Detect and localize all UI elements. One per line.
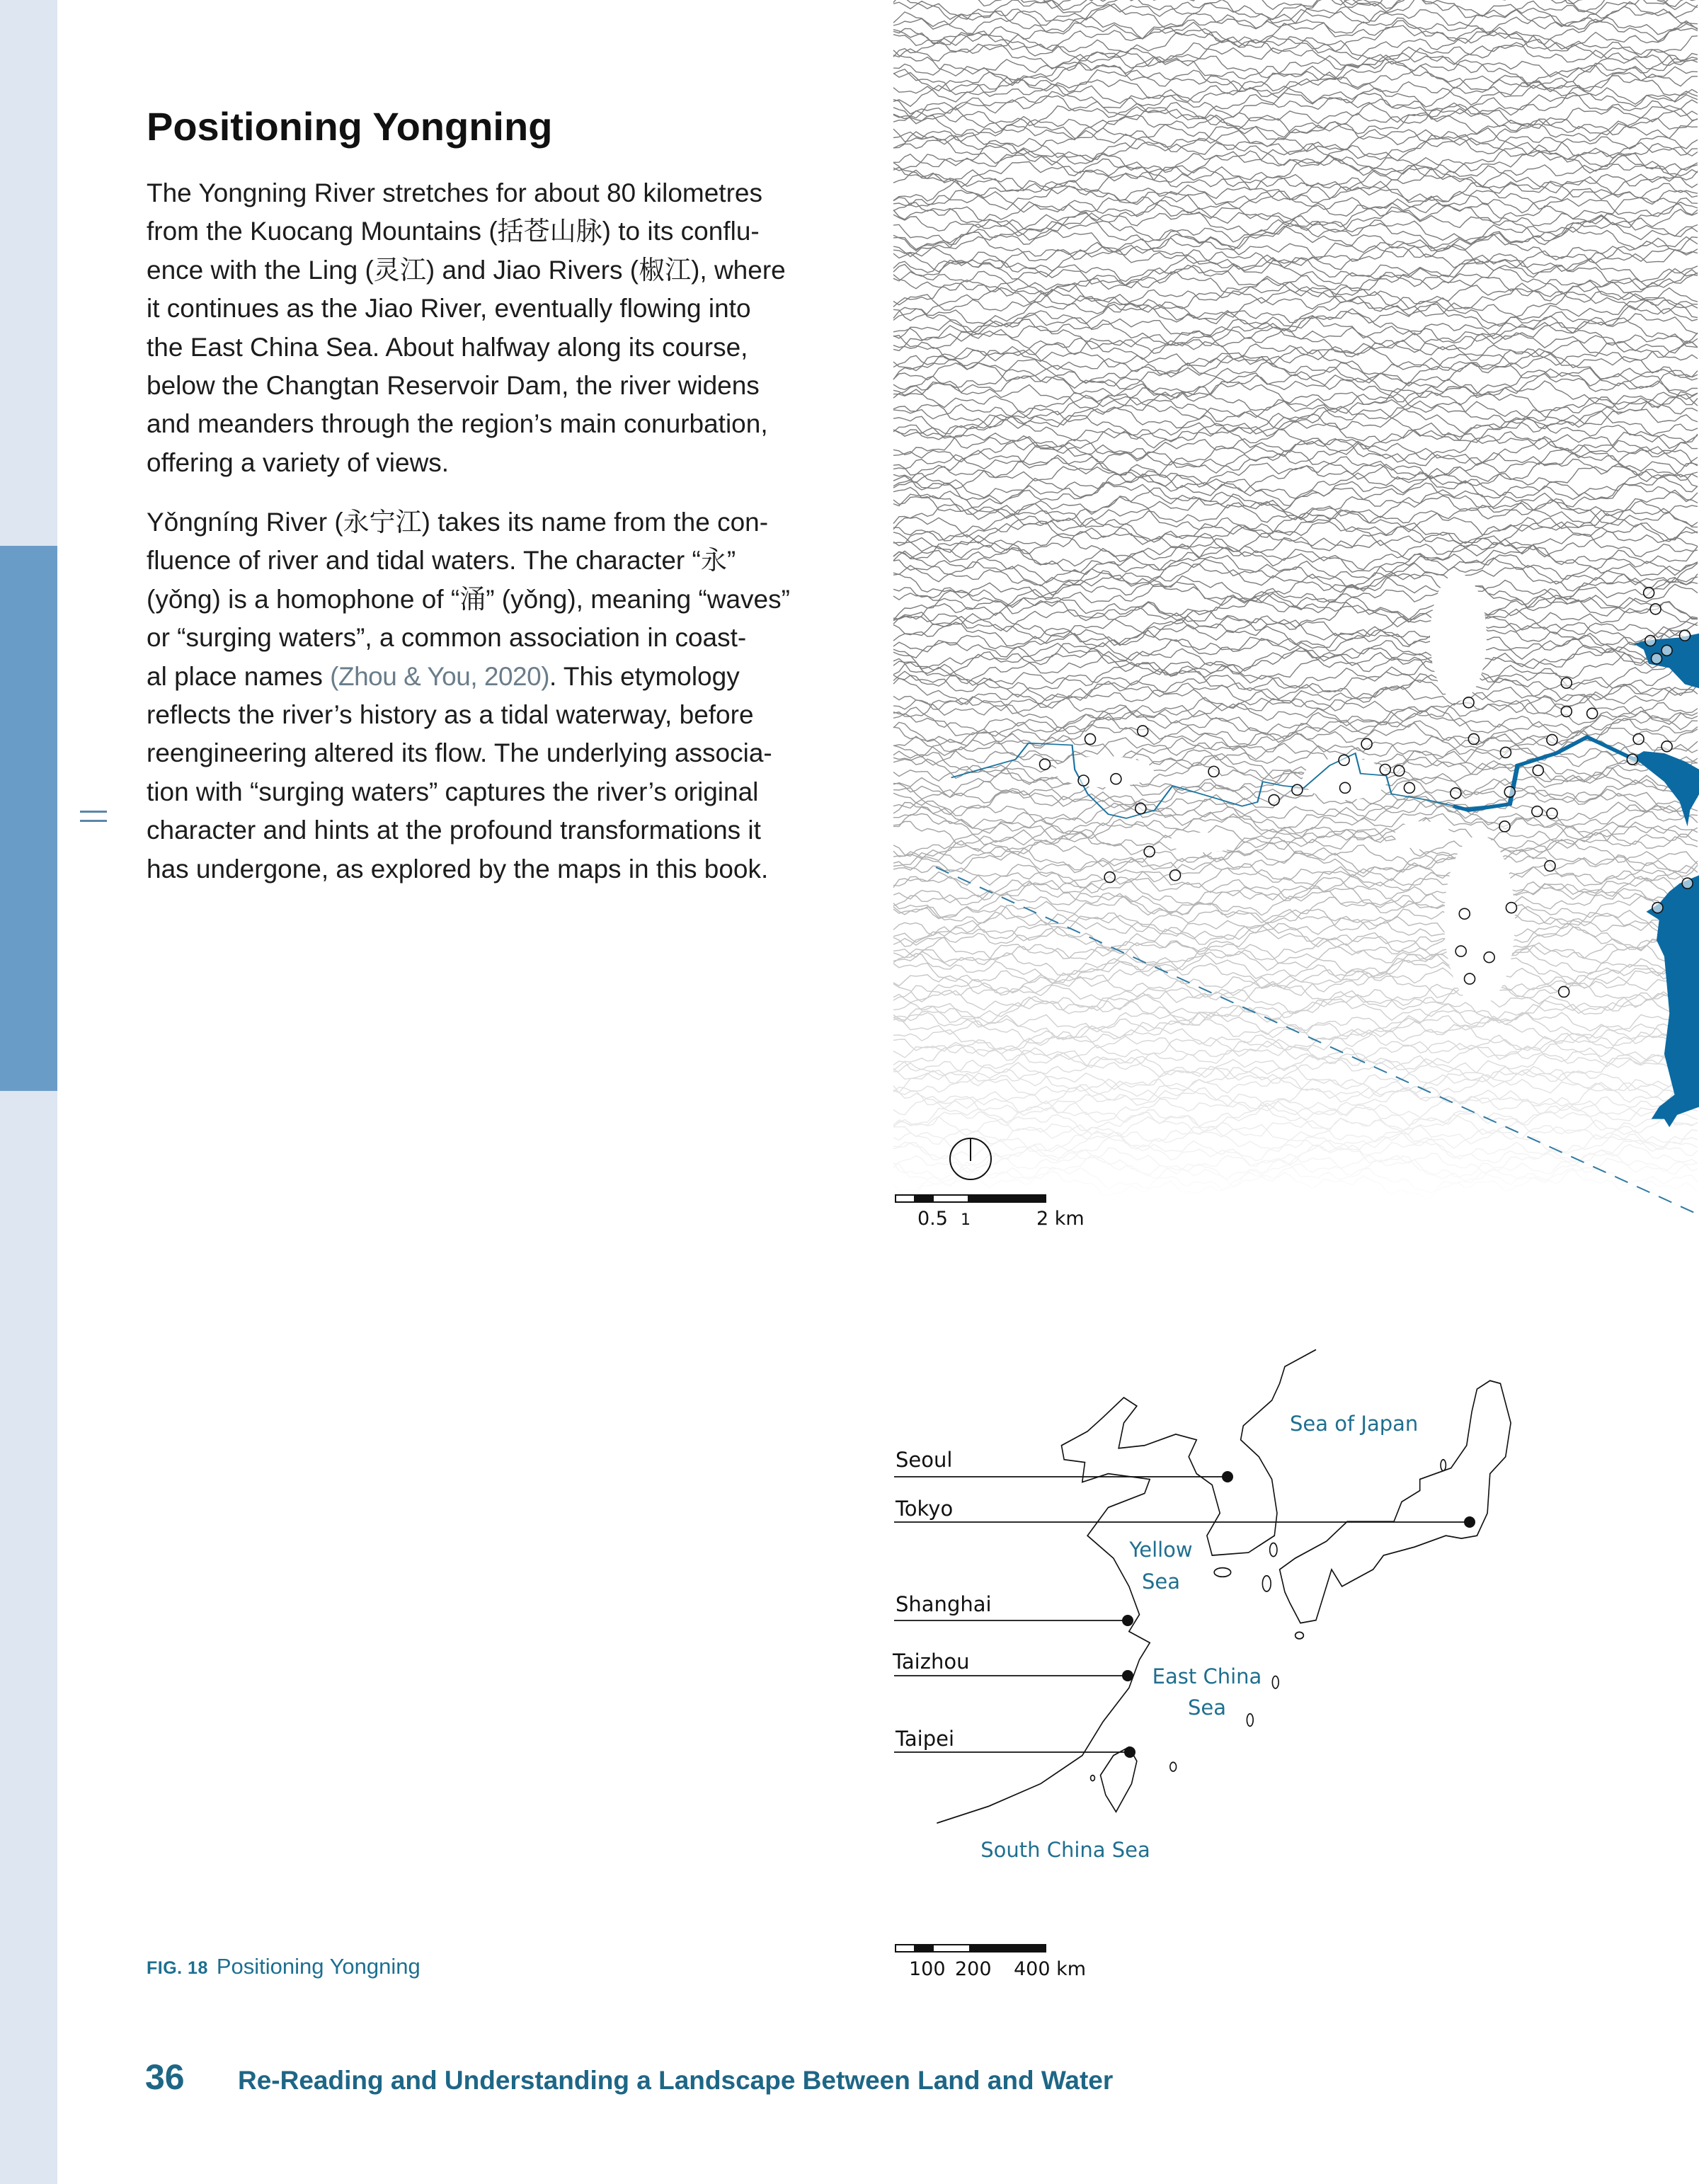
text-line: fluence of river and tidal waters. The character “永” <box>147 546 736 576</box>
text-line: tion with “surging waters” captures the river’s original <box>147 777 759 806</box>
island <box>1091 1776 1095 1781</box>
text-line: ence with the Ling (灵江) and Jiao Rivers (椒江), where <box>147 255 786 285</box>
city-dot <box>1464 1516 1475 1528</box>
sea-label: East China <box>1152 1664 1262 1688</box>
scale-label: 400 km <box>1014 1958 1087 1980</box>
text-line: character and hints at the profound transformations it <box>147 816 761 845</box>
text-line: (yǒng) is a homophone of “涌” (yǒng), meaning “waves” <box>147 584 790 614</box>
scale-label: 200 <box>955 1958 992 1980</box>
island <box>1214 1568 1230 1577</box>
sea-label: Sea <box>1141 1570 1181 1594</box>
sea-label: Sea of Japan <box>1290 1412 1419 1436</box>
section-title: Positioning Yongning <box>147 104 553 149</box>
island <box>1272 1676 1278 1688</box>
sea-label: South China Sea <box>980 1838 1150 1862</box>
city-label: Taipei <box>896 1727 955 1751</box>
scale-label: 2 km <box>1036 1208 1085 1230</box>
city-label: Tokyo <box>896 1497 954 1521</box>
text-line: the East China Sea. About halfway along its course, <box>147 332 748 362</box>
text-span: . This etymology <box>549 661 740 691</box>
figure-caption <box>147 1954 421 1979</box>
island <box>1441 1460 1446 1471</box>
island <box>1247 1714 1253 1727</box>
city-label: Taizhou <box>893 1650 970 1674</box>
running-title: Re-Reading and Understanding a Landscape Between Land and Water <box>238 2066 1114 2095</box>
text-line: or “surging waters”, a common association in coast- <box>147 623 747 653</box>
text-line: Yǒngníng River (永宁江) takes its name from the con- <box>147 508 769 537</box>
text-line: offering a variety of views. <box>147 447 450 477</box>
island <box>1170 1762 1177 1771</box>
island <box>1295 1632 1304 1639</box>
city-markers <box>892 1448 1475 1758</box>
text-line: and meanders through the region’s main conurbation, <box>147 409 768 439</box>
island <box>1270 1543 1277 1557</box>
text-line: from the Kuocang Mountains (括苍山脉) to its conflu- <box>147 217 760 246</box>
sea-label: Sea <box>1187 1696 1227 1720</box>
figure-number: FIG. 18 <box>147 1958 208 1978</box>
text-span: al place names <box>147 661 331 691</box>
text-line: below the Changtan Reservoir Dam, the river widens <box>147 371 760 401</box>
city-dot <box>1122 1670 1133 1681</box>
scale-label: 100 <box>909 1958 946 1980</box>
city-dot <box>1122 1615 1133 1626</box>
island <box>1262 1576 1271 1591</box>
text-line: The Yongning River stretches for about 80 kilometres <box>147 178 762 207</box>
scale-bar-overview <box>896 1945 1086 1980</box>
scale-label: 0.5 <box>917 1208 948 1230</box>
figure-title: Positioning Yongning <box>216 1954 421 1979</box>
text-line: reflects the river’s history as a tidal waterway, before <box>147 700 754 730</box>
citation: (Zhou & You, 2020) <box>330 661 550 691</box>
scale-label: 1 <box>961 1211 971 1229</box>
page-number: 36 <box>145 2057 185 2097</box>
text-line: reengineering altered its flow. The underlying associa- <box>147 738 772 768</box>
city-dot <box>1124 1746 1135 1758</box>
text-line: has undergone, as explored by the maps in this book. <box>147 854 769 884</box>
city-dot <box>1222 1471 1233 1482</box>
sea-label: Yellow <box>1129 1538 1193 1562</box>
city-label: Seoul <box>896 1448 953 1472</box>
text-line: it continues as the Jiao River, eventually flowing into <box>147 294 751 324</box>
city-label: Shanghai <box>896 1592 992 1616</box>
